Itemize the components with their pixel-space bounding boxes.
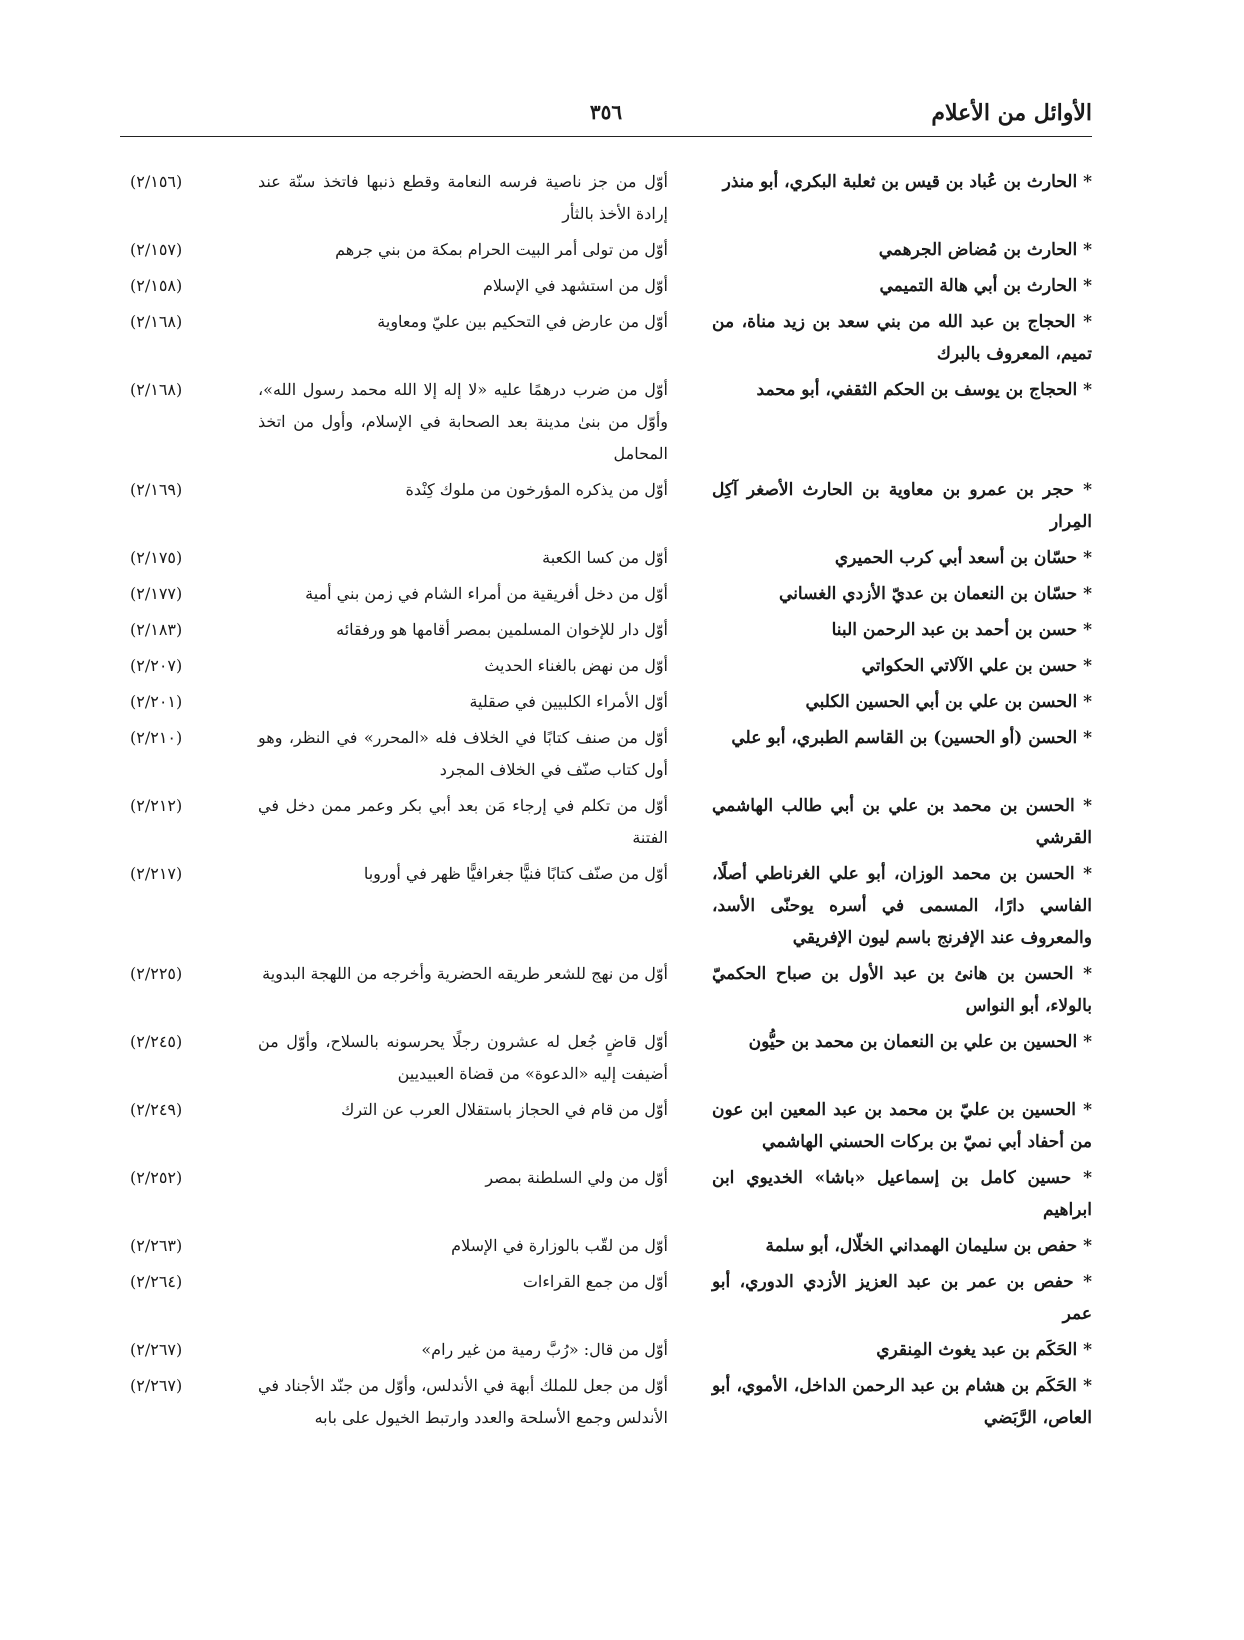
- list-item: [120, 722, 1092, 786]
- entries-list: [120, 166, 1092, 1438]
- volume-page-reference: (٢/٢٦٧): [130, 1376, 183, 1395]
- page-number: ٣٥٦: [589, 100, 623, 124]
- list-item: [120, 306, 1092, 370]
- volume-page-reference: (٢/٢١٠): [130, 728, 183, 747]
- person-name: * الحارث بن مُضاض الجرهمي: [878, 240, 1092, 260]
- list-item: [120, 790, 1092, 854]
- person-name: * الحسن بن محمد بن علي بن أبي طالب الهاشمي القرشي: [712, 796, 1092, 848]
- volume-page-reference: (٢/١٦٩): [130, 480, 183, 499]
- volume-page-reference: (٢/١٥٨): [130, 276, 183, 295]
- first-achievement: أوّل من تكلم في إرجاء مَن بعد أبي بكر وعمر ممن دخل في الفتنة: [258, 796, 668, 847]
- first-achievement: أوّل من نهج للشعر طريقه الحضرية وأخرجه من اللهجة البدوية: [262, 964, 668, 983]
- person-name: * الحارث بن أبي هالة التميمي: [879, 276, 1092, 296]
- first-achievement: أوّل من تولى أمر البيت الحرام بمكة من بني جرهم: [335, 240, 668, 259]
- first-achievement: أوّل دار للإخوان المسلمين بمصر أقامها هو ورفقائه: [336, 620, 668, 639]
- first-achievement: أوّل من جز ناصية فرسه النعامة وقطع ذنبها فاتخذ سنّة عند إرادة الأخذ بالثأر: [258, 172, 668, 223]
- person-name: * حجر بن عمرو بن معاوية بن الحارث الأصغر آكِل المِرار: [712, 480, 1092, 532]
- first-achievement: أوّل من كسا الكعبة: [542, 548, 668, 567]
- first-achievement: أوّل من قام في الحجاز باستقلال العرب عن الترك: [341, 1100, 668, 1119]
- list-item: [120, 270, 1092, 302]
- person-name: * الحسين بن عليّ بن محمد بن عبد المعين ابن عون من أحفاد أبي نميّ بن بركات الحسني الهاشمي: [712, 1100, 1092, 1152]
- list-item: [120, 614, 1092, 646]
- first-achievement: أوّل من يذكره المؤرخون من ملوك كِنْدة: [405, 480, 668, 499]
- person-name: * الحسن بن هانئ بن عبد الأول بن صباح الحكميّ بالولاء، أبو النواس: [712, 964, 1092, 1016]
- first-achievement: أوّل من ضرب درهمًا عليه «لا إله إلا الله محمد رسول الله»، وأوّل من بنىٰ مدينة بعد الصحابة في الإسلام، وأول من اتخذ المحامل: [258, 380, 668, 463]
- first-achievement: أوّل من لقّب بالوزارة في الإسلام: [451, 1236, 668, 1255]
- page-header: [120, 96, 1092, 137]
- list-item: [120, 542, 1092, 574]
- list-item: [120, 1370, 1092, 1434]
- first-achievement: أوّل من جعل للملك أبهة في الأندلس، وأوّل من جنّد الأجناد في الأندلس وجمع الأسلحة والعدد وارتبط الخيول على بابه: [258, 1376, 668, 1427]
- list-item: [120, 1162, 1092, 1226]
- list-item: [120, 234, 1092, 266]
- volume-page-reference: (٢/١٦٨): [130, 380, 183, 399]
- first-achievement: أوّل قاضٍ جُعل له عشرون رجلًا يحرسونه بالسلاح، وأوّل من أضيفت إليه «الدعوة» من قضاة العبيديين: [258, 1032, 668, 1083]
- list-item: [120, 1334, 1092, 1366]
- first-achievement: أوّل من صنّف كتابًا فنيًّا جغرافيًّا ظهر في أوروبا: [363, 864, 668, 883]
- running-title: الأوائل من الأعلام: [931, 100, 1092, 126]
- list-item: [120, 374, 1092, 470]
- person-name: * حسن بن علي الآلاتي الحكواتي: [861, 656, 1092, 676]
- list-item: [120, 474, 1092, 538]
- volume-page-reference: (٢/٢٤٥): [130, 1032, 183, 1051]
- first-achievement: أوّل من عارض في التحكيم بين عليّ ومعاوية: [377, 312, 668, 331]
- volume-page-reference: (٢/٢١٧): [130, 864, 183, 883]
- person-name: * الحجاج بن عبد الله من بني سعد بن زيد مناة، من تميم، المعروف بالبرك: [712, 312, 1092, 364]
- list-item: [120, 1094, 1092, 1158]
- volume-page-reference: (٢/٢٠١): [130, 692, 183, 711]
- volume-page-reference: (٢/١٥٧): [130, 240, 183, 259]
- volume-page-reference: (٢/١٥٦): [130, 172, 183, 191]
- volume-page-reference: (٢/٢٠٧): [130, 656, 183, 675]
- person-name: * الحجاج بن يوسف بن الحكم الثقفي، أبو محمد: [756, 380, 1092, 400]
- person-name: * حفص بن عمر بن عبد العزيز الأزدي الدوري، أبو عمر: [712, 1272, 1092, 1324]
- list-item: [120, 958, 1092, 1022]
- volume-page-reference: (٢/٢٦٣): [130, 1236, 183, 1255]
- list-item: [120, 166, 1092, 230]
- volume-page-reference: (٢/١٨٣): [130, 620, 183, 639]
- first-achievement: أوّل الأمراء الكلبيين في صقلية: [469, 692, 668, 711]
- list-item: [120, 578, 1092, 610]
- person-name: * الحسن بن علي بن أبي الحسين الكلبي: [805, 692, 1092, 712]
- list-item: [120, 1230, 1092, 1262]
- list-item: [120, 858, 1092, 954]
- volume-page-reference: (٢/١٧٧): [130, 584, 183, 603]
- volume-page-reference: (٢/٢٦٧): [130, 1340, 183, 1359]
- person-name: * حسّان بن أسعد أبي كرب الحميري: [834, 548, 1092, 568]
- list-item: [120, 686, 1092, 718]
- list-item: [120, 650, 1092, 682]
- volume-page-reference: (٢/٢٦٤): [130, 1272, 183, 1291]
- person-name: * الحارث بن عُباد بن قيس بن ثعلبة البكري، أبو منذر: [722, 172, 1092, 192]
- volume-page-reference: (٢/٢٥٢): [130, 1168, 183, 1187]
- person-name: * الحَكَم بن عبد يغوث المِنقري: [876, 1340, 1092, 1360]
- volume-page-reference: (٢/١٦٨): [130, 312, 183, 331]
- person-name: * الحسن بن محمد الوزان، أبو علي الغرناطي أصلًا، الفاسي دارًا، المسمى في أسره يوحنّى الأسد، والمعروف عند الإفرنج باسم ليون الإفريقي: [712, 864, 1092, 948]
- person-name: * الحسين بن علي بن النعمان بن محمد بن حيُّون: [748, 1032, 1092, 1052]
- person-name: * حسن بن أحمد بن عبد الرحمن البنا: [831, 620, 1092, 640]
- person-name: * حفص بن سليمان الهمداني الخلّال، أبو سلمة: [765, 1236, 1092, 1256]
- volume-page-reference: (٢/٢١٢): [130, 796, 183, 815]
- person-name: * حسين كامل بن إسماعيل «باشا» الخديوي ابن ابراهيم: [712, 1168, 1092, 1220]
- list-item: [120, 1026, 1092, 1090]
- first-achievement: أوّل من نهض بالغناء الحديث: [484, 656, 668, 675]
- first-achievement: أوّل من ولي السلطنة بمصر: [485, 1168, 668, 1187]
- person-name: * الحسن (أو الحسين) بن القاسم الطبري، أبو علي: [731, 728, 1092, 748]
- first-achievement: أوّل من جمع القراءات: [522, 1272, 668, 1291]
- person-name: * الحَكَم بن هشام بن عبد الرحمن الداخل، الأموي، أبو العاص، الرَّبَضي: [712, 1376, 1092, 1428]
- volume-page-reference: (٢/١٧٥): [130, 548, 183, 567]
- person-name: * حسّان بن النعمان بن عديّ الأزدي الغساني: [779, 584, 1092, 604]
- volume-page-reference: (٢/٢٢٥): [130, 964, 183, 983]
- volume-page-reference: (٢/٢٤٩): [130, 1100, 183, 1119]
- first-achievement: أوّل من قال: «رُبَّ رمية من غير رام»: [421, 1340, 668, 1359]
- first-achievement: أوّل من دخل أفريقية من أمراء الشام في زمن بني أمية: [305, 584, 668, 603]
- list-item: [120, 1266, 1092, 1330]
- first-achievement: أوّل من استشهد في الإسلام: [482, 276, 668, 295]
- first-achievement: أوّل من صنف كتابًا في الخلاف فله «المحرر» في النظر، وهو أول كتاب صنّف في الخلاف المجرد: [258, 728, 668, 779]
